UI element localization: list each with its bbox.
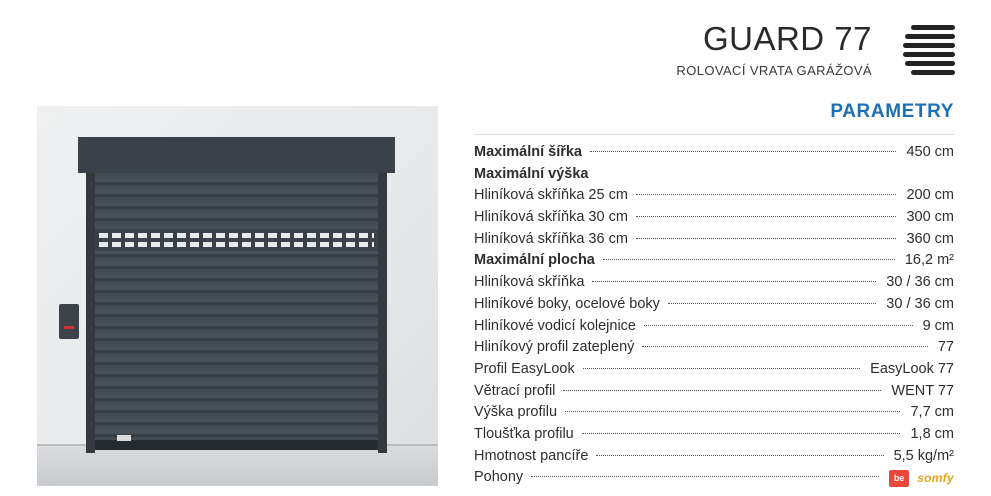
param-row [474, 144, 954, 166]
param-value: EasyLook 77 [870, 360, 954, 377]
leader-dots [596, 455, 883, 456]
parameters-list [474, 144, 954, 491]
bottom-bar [95, 440, 378, 450]
param-row [474, 426, 954, 448]
parameters-heading: PARAMETRY [830, 101, 954, 122]
param-value: 5,5 kg/m² [893, 447, 954, 464]
param-row [474, 231, 954, 253]
leader-dots [636, 194, 897, 195]
param-label: Hliníkový profil zateplený [474, 339, 635, 356]
stacked-lines-logo-icon [903, 25, 955, 75]
param-label: Hliníková skříňka 25 cm [474, 187, 628, 204]
param-row [474, 383, 954, 405]
leader-dots [582, 433, 901, 434]
leader-dots [583, 368, 860, 369]
param-value: 300 cm [906, 209, 954, 226]
roller-box [78, 137, 395, 173]
param-row [474, 252, 954, 274]
param-value: 7,7 cm [910, 404, 954, 421]
param-row [474, 404, 954, 426]
leader-dots [642, 346, 927, 347]
param-value: 9 cm [922, 317, 954, 334]
param-label: Maximální šířka [474, 144, 582, 160]
leader-dots [603, 259, 895, 260]
left-guide-rail [86, 173, 95, 453]
param-label: Profil EasyLook [474, 360, 575, 377]
product-subtitle: ROLOVACÍ VRATA GARÁŽOVÁ [676, 63, 872, 78]
be-logo-icon: be [889, 470, 909, 487]
param-row [474, 318, 954, 340]
param-value: 30 / 36 cm [886, 274, 954, 291]
param-label: Hliníková skříňka 36 cm [474, 230, 628, 247]
param-label: Pohony [474, 469, 524, 486]
param-row [474, 469, 954, 491]
bottom-lock-icon [117, 435, 131, 441]
right-guide-rail [378, 173, 387, 453]
param-row [474, 339, 954, 361]
param-value: 450 cm [906, 144, 954, 160]
param-row [474, 448, 954, 470]
param-value: 16,2 m² [904, 252, 954, 269]
param-label: Větrací profil [474, 382, 556, 399]
leader-dots [636, 216, 897, 217]
param-label: Hliníková skříňka 30 cm [474, 209, 628, 226]
param-value: WENT 77 [891, 382, 954, 399]
param-label: Hmotnost pancíře [474, 447, 589, 464]
wall-keypad-icon [59, 304, 79, 339]
leader-dots [531, 476, 879, 477]
param-row [474, 296, 954, 318]
drive-brands [889, 470, 954, 487]
param-label: Tloušťka profilu [474, 425, 574, 442]
leader-dots [644, 325, 913, 326]
param-row [474, 166, 954, 188]
param-label: Hliníkové vodicí kolejnice [474, 317, 636, 334]
param-label: Hliníkové boky, ocelové boky [474, 295, 660, 312]
param-row [474, 209, 954, 231]
param-row [474, 274, 954, 296]
param-row [474, 187, 954, 209]
somfy-logo-icon: somfy [917, 471, 954, 486]
leader-dots [636, 238, 897, 239]
param-label: Výška profilu [474, 404, 558, 421]
param-value: 30 / 36 cm [886, 295, 954, 312]
param-label: Maximální výška [474, 165, 589, 182]
leader-dots [592, 281, 876, 282]
leader-dots [668, 303, 876, 304]
param-label: Hliníková skříňka [474, 274, 585, 291]
product-title: GUARD 77 [702, 20, 872, 57]
product-photo [37, 106, 438, 486]
roller-curtain [95, 173, 378, 449]
param-value: 200 cm [906, 187, 954, 204]
param-label: Maximální plocha [474, 252, 595, 269]
param-row [474, 361, 954, 383]
divider [474, 134, 954, 135]
param-value: 77 [937, 339, 954, 356]
vent-profile [95, 229, 378, 251]
leader-dots [565, 411, 900, 412]
leader-dots [590, 151, 896, 152]
param-value: 1,8 cm [910, 425, 954, 442]
leader-dots [563, 390, 881, 391]
param-value: 360 cm [906, 230, 954, 247]
